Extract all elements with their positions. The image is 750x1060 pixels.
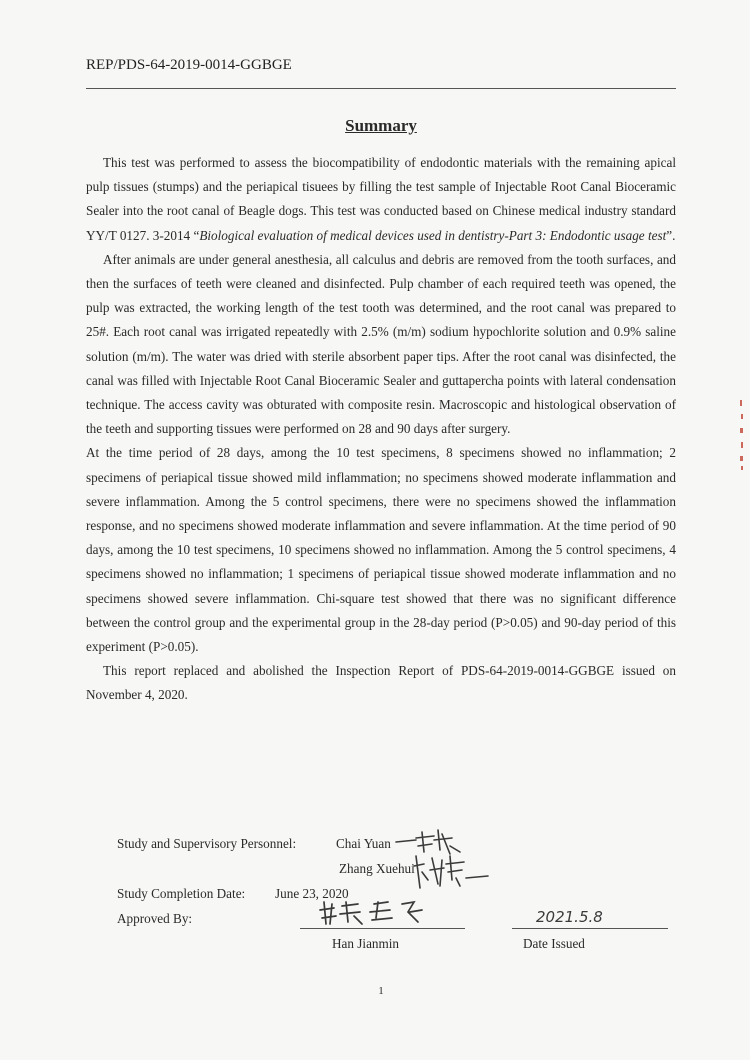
handwritten-date-text: 2021.5.8 <box>536 908 603 926</box>
paragraph-replacement: This report replaced and abolished the Inspection Report of PDS-64-2019-0014-GGBGE issued on November 4, 2020. <box>86 663 676 703</box>
personnel-name-2: Zhang Xuehui <box>339 861 415 876</box>
paragraph-purpose-text: This test was performed to assess the biocompatibility of endodontic materials with the remaining apical pulp tissues (stumps) and the periapical tisuees by filling the test sample of Injectable Root Canal Bioceramic Sealer into the root canal of Beagle dogs. This test was conducted based on Chinese medical industry standard YY/T 0127. 3-2014 “ <box>86 155 676 243</box>
paragraph-method: After animals are under general anesthesia, all calculus and debris are removed from the tooth surfaces, and then the surfaces of teeth were cleaned and disinfected. Pulp chamber of each required teeth was opened, the pulp was extracted, the working length of the test tooth was determined, and the root canal was prepared to 25#. Each root canal was irrigated repeatedly with 2.5% (m/m) sodium hypochlorite solution and 0.9% saline solution (m/m). The water was dried with sterile absorbent paper tips. After the root canal was disinfected, the canal was filled with Injectable Root Canal Bioceramic Sealer and guttapercha points with lateral condensation technique. The access cavity was obturated with composite resin. Macroscopic and histological observation of the teeth and supporting tissues were performed on 28 and 90 days after surgery. <box>86 251 676 437</box>
approver-signature-line <box>300 928 465 929</box>
signature-han-jianmin <box>318 898 438 928</box>
personnel-name-1: Chai Yuan <box>336 836 391 851</box>
date-issued-label: Date Issued <box>523 936 585 951</box>
page-number: 1 <box>378 985 384 997</box>
date-issued-line <box>512 928 668 929</box>
stamp-edge-mark <box>738 398 746 473</box>
approved-by-label: Approved By: <box>117 911 193 926</box>
standard-title: Biological evaluation of medical devices used in dentistry-Part 3: Endodontic usage test <box>199 227 667 243</box>
completion-date-label: Study Completion Date: <box>117 886 246 901</box>
paragraph-purpose-end: ”. <box>666 227 676 243</box>
report-id: REP/PDS-64-2019-0014-GGBGE <box>86 57 292 73</box>
paragraph-purpose <box>86 151 676 248</box>
approver-name: Han Jianmin <box>332 936 400 951</box>
page-title: Summary <box>345 116 417 135</box>
header-divider <box>86 88 676 89</box>
signature-zhang-xuehui <box>412 850 492 892</box>
completion-date-value: June 23, 2020 <box>275 886 349 901</box>
personnel-label: Study and Supervisory Personnel: <box>117 836 297 851</box>
summary-body <box>86 151 676 708</box>
paragraph-results: At the time period of 28 days, among the 10 test specimens, 8 specimens showed no inflammation; 2 specimens of periapical tissue showed mild inflammation; no specimens showed moderate inflammation and severe inflammation. Among the 5 control specimens, there were no specimens showed the inflammation response, and no specimens showed moderate inflammation and severe inflammation. At the time period of 90 days, among the 10 test specimens, 10 specimens showed no inflammation. Among the 5 control specimens, 4 specimens showed no inflammation; 1 specimens of periapical tissue showed moderate inflammation and no specimens showed severe inflammation. Chi-square test showed that there was no significant difference between the control group and the experimental group in the 28-day period (P>0.05) and 90-day period of this experiment (P>0.05). <box>86 445 676 655</box>
handwritten-date-issued <box>532 904 610 928</box>
